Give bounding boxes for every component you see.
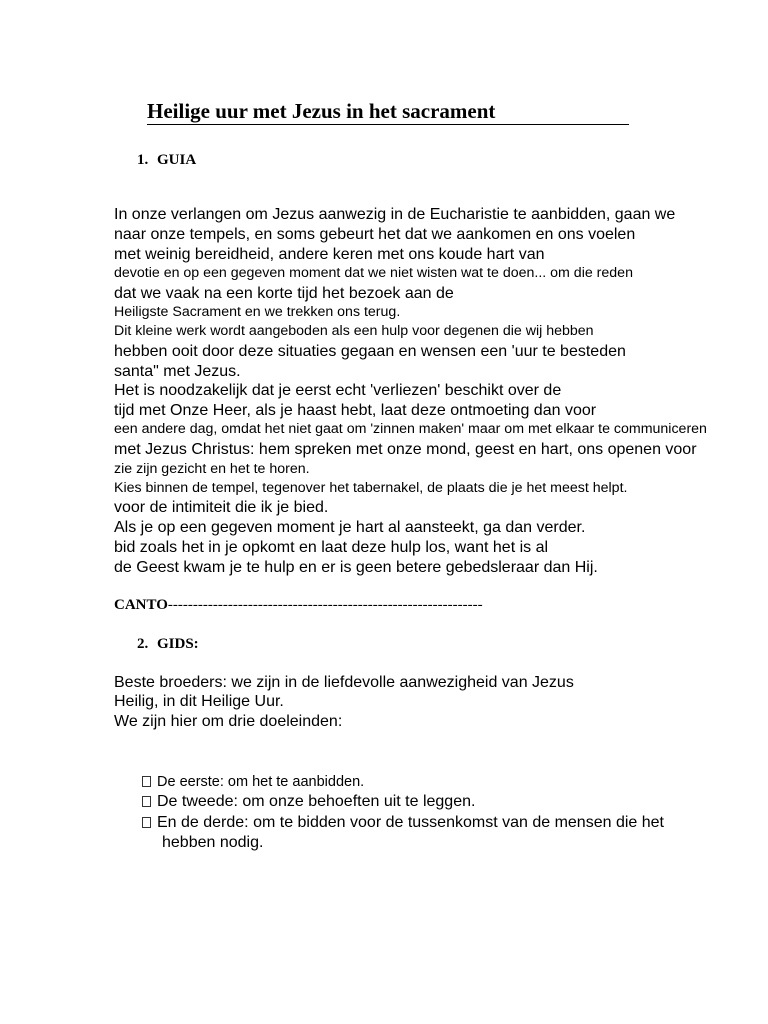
text-line: Kies binnen de tempel, tegenover het tabernakel, de plaats die je het meest helpt. [114, 480, 628, 496]
section-heading-guia [137, 150, 196, 170]
text-line: voor de intimiteit die ik je bied. [114, 499, 329, 516]
list-item [142, 792, 475, 812]
text-line: Beste broeders: we zijn in de liefdevolle aanwezigheid van Jezus [114, 674, 574, 691]
text-line: hebben ooit door deze situaties gegaan en wensen een 'uur te besteden [114, 343, 626, 360]
text-line: naar onze tempels, en soms gebeurt het dat we aankomen en ons voelen [114, 226, 636, 243]
list-item-text: En de derde: om te bidden voor de tussenkomst van de mensen die het [157, 814, 664, 831]
list-item-continuation: hebben nodig. [162, 834, 264, 851]
text-line: In onze verlangen om Jezus aanwezig in de Eucharistie te aanbidden, gaan we [114, 206, 676, 223]
text-line: bid zoals het in je opkomt en laat deze hulp los, want het is al [114, 539, 549, 556]
text-line: met Jezus Christus: hem spreken met onze mond, geest en hart, ons openen voor [114, 441, 697, 458]
text-line: tijd met Onze Heer, als je haast hebt, laat deze ontmoeting dan voor [114, 402, 597, 419]
text-line: een andere dag, omdat het niet gaat om 'zinnen maken' maar om met elkaar te communiceren [114, 421, 707, 437]
square-bullet-icon [142, 776, 151, 787]
list-item [142, 772, 364, 792]
text-line: We zijn hier om drie doeleinden: [114, 713, 343, 730]
section-number: 1. [137, 152, 149, 168]
text-line: zie zijn gezicht en het te horen. [114, 461, 310, 477]
canto-line [114, 595, 483, 615]
text-line: Als je op een gegeven moment je hart al aansteekt, ga dan verder. [114, 519, 586, 536]
page-title: Heilige uur met Jezus in het sacrament [147, 98, 629, 125]
canto-label: CANTO [114, 597, 168, 613]
text-line: Heiligste Sacrament en we trekken ons terug. [114, 304, 401, 320]
list-item [142, 813, 664, 833]
list-item-text: De eerste: om het te aanbidden. [157, 774, 365, 790]
section-label: GUIA [157, 152, 197, 168]
section-heading-gids [137, 634, 199, 654]
text-line: Het is noodzakelijk dat je eerst echt 'verliezen' beschikt over de [114, 382, 562, 399]
text-line: met weinig bereidheid, andere keren met ons koude hart van [114, 246, 545, 263]
square-bullet-icon [142, 817, 151, 828]
text-line: Dit kleine werk wordt aangeboden als een hulp voor degenen die wij hebben [114, 323, 594, 339]
canto-dashes: --------------------------------------------------------------- [167, 597, 483, 613]
text-line: de Geest kwam je te hulp en er is geen betere gebedsleraar dan Hij. [114, 559, 598, 576]
text-line: devotie en op een gegeven moment dat we niet wisten wat te doen... om die reden [114, 265, 633, 281]
square-bullet-icon [142, 796, 151, 807]
list-item-text: De tweede: om onze behoeften uit te leggen. [157, 793, 476, 810]
text-line: santa" met Jezus. [114, 363, 241, 380]
text-line: dat we vaak na een korte tijd het bezoek aan de [114, 285, 454, 302]
text-line: Heilig, in dit Heilige Uur. [114, 693, 284, 710]
section-number: 2. [137, 636, 149, 652]
section-label: GIDS: [157, 636, 199, 652]
